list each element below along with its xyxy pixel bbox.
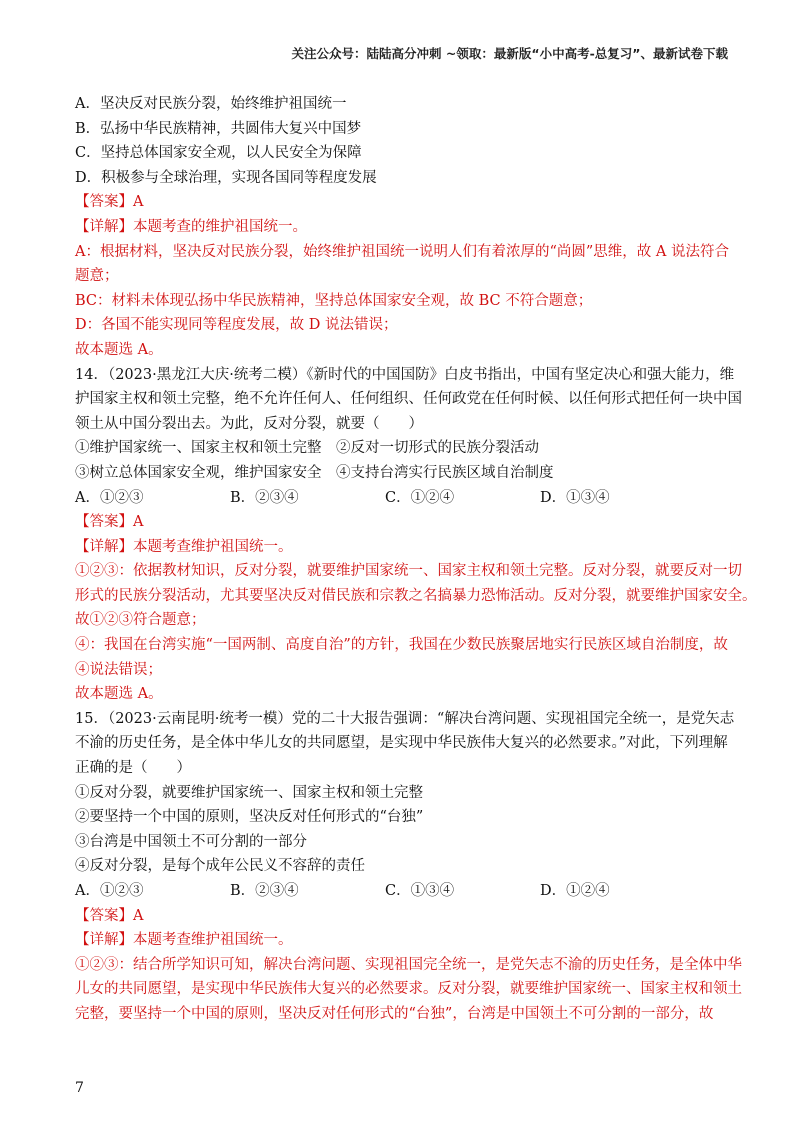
answer-explanation-line: ④说法错误；	[75, 661, 162, 678]
answer-option: C．①③④	[385, 883, 455, 899]
question-text-line: ④反对分裂，是每个成年公民义不容辞的责任	[75, 858, 365, 875]
question-text-line: D．积极参与全球治理，实现各国同等程度发展	[75, 169, 377, 186]
answer-explanation-line: ①②③：依据教材知识，反对分裂，就要维护国家统一、国家主权和领土完整。反对分裂，就要反对一切	[75, 563, 742, 580]
question-text-line: A．坚决反对民族分裂，始终维护祖国统一	[75, 96, 347, 112]
answer-explanation-line: 故本题选 A。	[75, 686, 163, 703]
answer-option: A．①②③	[75, 489, 144, 506]
answer-options-row	[75, 879, 727, 904]
answer-explanation-line: ④：我国在台湾实施“一国两制、高度自治”的方针，我国在少数民族聚居地实行民族区域自治制度，故	[75, 637, 728, 654]
question-text-line: 不渝的历史任务，是全体中华儿女的共同愿望，是实现中华民族伟大复兴的必然要求。”对此，下列理解	[75, 735, 728, 752]
question-text-line: 14．（2023·黑龙江大庆·统考二模）《新时代的中国国防》白皮书指出，中国有坚定决心和强大能力，维	[75, 366, 735, 383]
answer-explanation-line: ①②③：结合所学知识可知，解决台湾问题、实现祖国完全统一，是党矢志不渝的历史任务，是全体中华	[75, 956, 742, 973]
document-body	[75, 92, 757, 1027]
question-text-line: 15．（2023·云南昆明·统考一模）党的二十大报告强调：“解决台湾问题、实现祖国完全统一，是党矢志	[75, 710, 735, 727]
question-text-line: 护国家主权和领土完整，绝不允许任何人、任何组织、任何政党在任何时候、以任何形式把任何一块中国	[75, 391, 742, 408]
question-text-line: B．弘扬中华民族精神，共圆伟大复兴中国梦	[75, 120, 362, 137]
answer-option: D．①③④	[540, 489, 610, 506]
answer-explanation-line: 故本题选 A。	[75, 341, 163, 358]
question-text-line: C．坚持总体国家安全观，以人民安全为保障	[75, 145, 362, 162]
question-text-line: 领土从中国分裂出去。为此，反对分裂，就要（ ）	[75, 415, 423, 432]
answer-options-row	[75, 486, 727, 511]
question-text-line: ①反对分裂，就要维护国家统一、国家主权和领土完整	[75, 784, 423, 801]
question-text-line: ②要坚持一个中国的原则，坚决反对任何形式的“台独”	[75, 809, 424, 826]
answer-option: D．①②④	[540, 883, 610, 899]
answer-explanation-line: 儿女的共同愿望，是实现中华民族伟大复兴的必然要求。反对分裂，就要维护国家统一、国家主权和领土	[75, 981, 742, 998]
answer-explanation-line: 【详解】本题考查的维护祖国统一。	[75, 218, 307, 235]
answer-explanation-line: 形式的民族分裂活动，尤其要坚决反对借民族和宗教之名搞暴力恐怖活动。反对分裂，就要维护国家安全。	[75, 587, 757, 604]
answer-explanation-line: 题意；	[75, 268, 119, 285]
answer-explanation-line: 【答案】A	[75, 907, 144, 924]
answer-option: C．①②④	[385, 489, 455, 506]
answer-explanation-line: 【答案】A	[75, 514, 144, 531]
answer-option: B．②③④	[230, 489, 299, 506]
answer-explanation-line: 故①②③符合题意；	[75, 612, 206, 629]
question-text-line: ③台湾是中国领土不可分割的一部分	[75, 833, 307, 850]
question-text-line: ①维护国家统一、国家主权和领土完整 ②反对一切形式的民族分裂活动	[75, 440, 539, 457]
question-text-line: ③树立总体国家安全观，维护国家安全 ④支持台湾实行民族区域自治制度	[75, 464, 554, 481]
page-number: 7	[75, 1080, 84, 1096]
page-header: 关注公众号：陆陆高分冲刺 ~领取：最新版“小中高考-总复习”、最新试卷下载	[291, 46, 728, 61]
answer-explanation-line: 【详解】本题考查维护祖国统一。	[75, 538, 293, 555]
answer-explanation-line: 【详解】本题考查维护祖国统一。	[75, 932, 293, 949]
answer-explanation-line: BC：材料未体现弘扬中华民族精神，坚持总体国家安全观，故 BC 不符合题意；	[75, 292, 593, 309]
answer-option: B．②③④	[230, 883, 299, 899]
question-text-line: 正确的是（ ）	[75, 760, 191, 777]
answer-explanation-line: 【答案】A	[75, 194, 144, 211]
answer-explanation-line: 完整，要坚持一个中国的原则，坚决反对任何形式的“台独”，台湾是中国领土不可分割的一部分，故	[75, 1005, 714, 1022]
answer-option: A．①②③	[75, 883, 144, 899]
answer-explanation-line: A：根据材料，坚决反对民族分裂，始终维护祖国统一说明人们有着浓厚的“尚圆”思维，故 A 说法符合	[75, 243, 729, 260]
answer-explanation-line: D：各国不能实现同等程度发展，故 D 说法错误；	[75, 317, 398, 334]
